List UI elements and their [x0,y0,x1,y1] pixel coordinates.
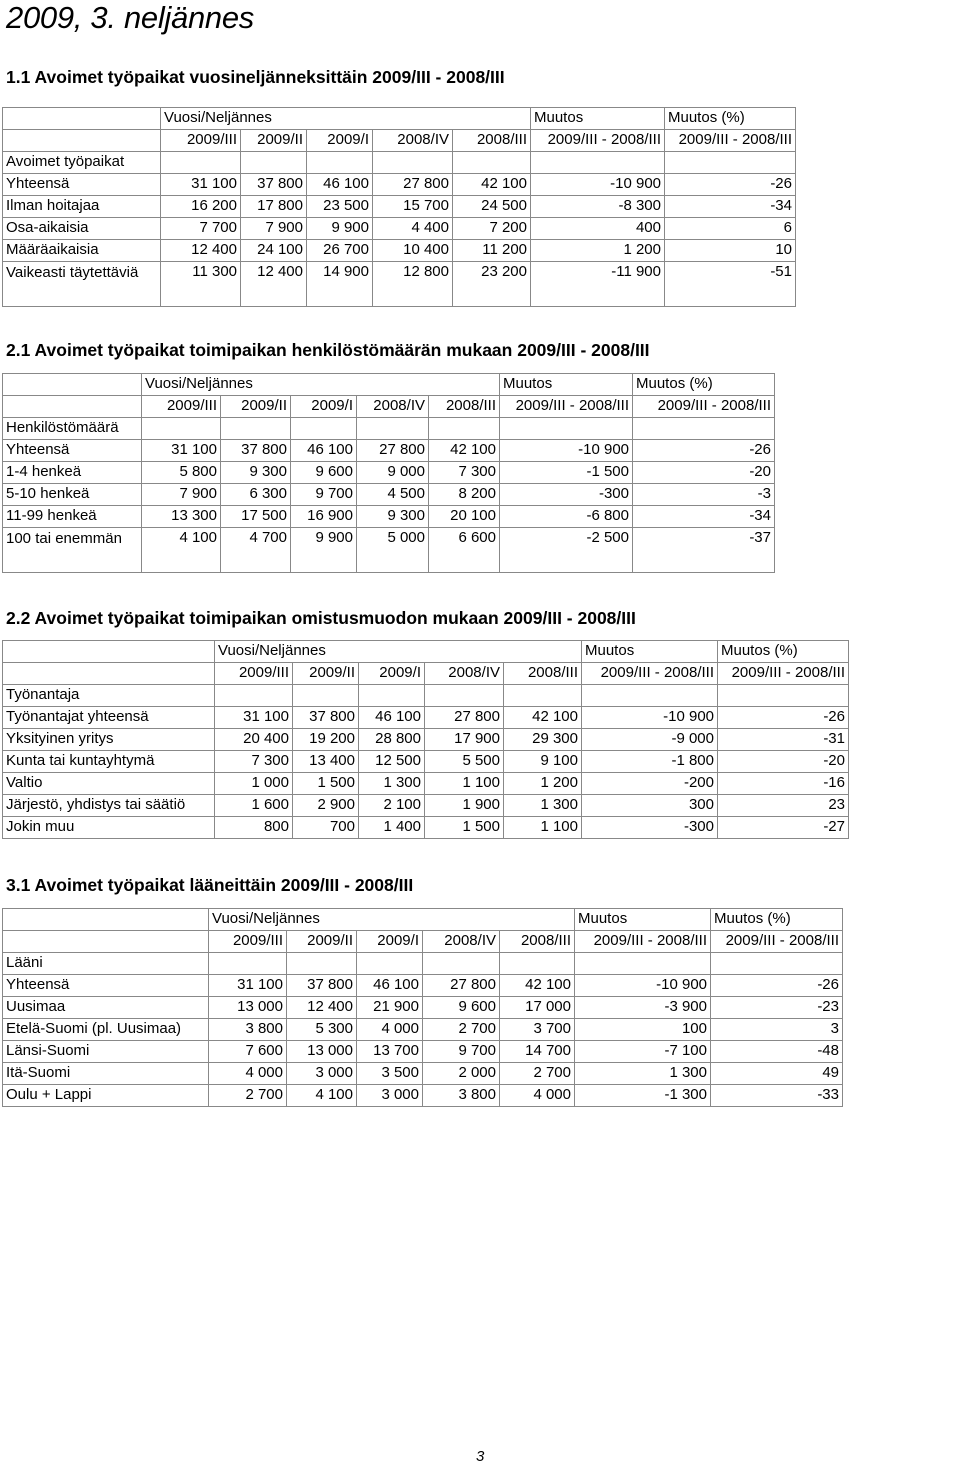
period-header: 2008/III [504,663,582,685]
cell: 37 800 [241,174,307,196]
period-header: 2009/III - 2008/III [575,931,711,953]
row-label: 11-99 henkeä [3,506,142,528]
row-label: Yksityinen yritys [3,729,215,751]
cell: 7 900 [241,218,307,240]
cell: -6 800 [500,506,633,528]
period-header: 2009/III - 2008/III [711,931,843,953]
cell: 27 800 [425,707,504,729]
cell: 4 000 [209,1063,287,1085]
data-table [2,107,796,307]
cell: 42 100 [500,975,575,997]
cell: 10 [665,240,796,262]
cell: 12 400 [161,240,241,262]
cell: 3 500 [357,1063,423,1085]
cell: -23 [711,997,843,1019]
table-row [3,218,796,240]
cell: -51 [665,262,796,307]
cell: 46 100 [359,707,425,729]
period-header: 2008/IV [373,130,453,152]
row-label: 100 tai enemmän [3,528,142,573]
header-row-1 [3,108,796,130]
cell: 14 900 [307,262,373,307]
data-table [2,908,843,1107]
category-row [3,418,775,440]
table-row [3,975,843,997]
cell: 24 500 [453,196,531,218]
header-row-2 [3,396,775,418]
table-title: 1.1 Avoimet työpaikat vuosineljänneksittäin 2009/III - 2008/III [6,67,505,87]
cell: 42 100 [453,174,531,196]
period-header: 2008/IV [423,931,500,953]
quarter-header: Vuosi/Neljännes [161,108,531,130]
cell: -16 [718,773,849,795]
cell: 13 000 [209,997,287,1019]
cell: 9 700 [423,1041,500,1063]
cell: 5 500 [425,751,504,773]
cell: -10 900 [582,707,718,729]
cell: 4 000 [357,1019,423,1041]
row-label: Määräaikaisia [3,240,161,262]
cell: -1 800 [582,751,718,773]
header-row-2 [3,130,796,152]
cell: 17 900 [425,729,504,751]
cell: 4 700 [221,528,291,573]
cell: 9 700 [291,484,357,506]
cell: 49 [711,1063,843,1085]
cell: -200 [582,773,718,795]
cell: 13 300 [142,506,221,528]
cell: 16 900 [291,506,357,528]
change-pct-header: Muutos (%) [718,641,849,663]
cell: 13 400 [293,751,359,773]
table-row [3,174,796,196]
cell: 20 100 [429,506,500,528]
cell: 9 100 [504,751,582,773]
cell: 1 100 [425,773,504,795]
row-label: Järjestö, yhdistys tai säätiö [3,795,215,817]
period-header: 2009/I [307,130,373,152]
category-row [3,953,843,975]
table-row [3,1041,843,1063]
period-header: 2009/III - 2008/III [633,396,775,418]
cell: 19 200 [293,729,359,751]
header-row-1 [3,909,843,931]
cell: 12 400 [241,262,307,307]
period-header: 2009/II [287,931,357,953]
period-header: 2009/II [241,130,307,152]
cell: -26 [718,707,849,729]
table-row [3,440,775,462]
table-row [3,196,796,218]
cell: 42 100 [429,440,500,462]
cell: 23 [718,795,849,817]
cell: -3 [633,484,775,506]
change-pct-header: Muutos (%) [665,108,796,130]
cell: -1 300 [575,1085,711,1107]
cell: 46 100 [307,174,373,196]
cell: -10 900 [531,174,665,196]
cell: 7 900 [142,484,221,506]
cell: -9 000 [582,729,718,751]
cell: 11 200 [453,240,531,262]
category-row [3,152,796,174]
cell: -3 900 [575,997,711,1019]
cell: 5 800 [142,462,221,484]
cell: 16 200 [161,196,241,218]
cell: 9 900 [291,528,357,573]
cell: 2 000 [423,1063,500,1085]
table-title: 3.1 Avoimet työpaikat lääneittäin 2009/III - 2008/III [6,875,414,895]
table-row [3,773,849,795]
cell: 7 300 [429,462,500,484]
row-label: 1-4 henkeä [3,462,142,484]
table-row [3,751,849,773]
cell: 4 100 [287,1085,357,1107]
cell: 9 300 [357,506,429,528]
cell: 21 900 [357,997,423,1019]
period-header: 2009/III - 2008/III [500,396,633,418]
cell: -300 [582,817,718,839]
cell: 3 000 [287,1063,357,1085]
cell: 11 300 [161,262,241,307]
period-header: 2008/IV [357,396,429,418]
cell: 42 100 [504,707,582,729]
period-header: 2009/III - 2008/III [718,663,849,685]
table-row [3,1019,843,1041]
cell: 37 800 [221,440,291,462]
cell: -7 100 [575,1041,711,1063]
row-label: Ilman hoitajaa [3,196,161,218]
period-header: 2009/III - 2008/III [665,130,796,152]
cell: 24 100 [241,240,307,262]
cell: 15 700 [373,196,453,218]
cell: 2 900 [293,795,359,817]
change-header: Muutos [500,374,633,396]
cell: 46 100 [357,975,423,997]
cell: 1 300 [504,795,582,817]
table-row [3,795,849,817]
cell: 17 500 [221,506,291,528]
cell: 1 500 [293,773,359,795]
cell: 1 900 [425,795,504,817]
table-row [3,1063,843,1085]
period-header: 2009/I [357,931,423,953]
cell: -26 [711,975,843,997]
change-header: Muutos [582,641,718,663]
row-label: Itä-Suomi [3,1063,209,1085]
cell: 7 200 [453,218,531,240]
cell: -37 [633,528,775,573]
table-row [3,484,775,506]
cell: 14 700 [500,1041,575,1063]
cell: 28 800 [359,729,425,751]
cell: 7 300 [215,751,293,773]
row-label: Oulu + Lappi [3,1085,209,1107]
cell: 4 500 [357,484,429,506]
cell: 8 200 [429,484,500,506]
category-label: Työnantaja [3,685,215,707]
cell: 1 000 [215,773,293,795]
cell: 27 800 [423,975,500,997]
cell: -300 [500,484,633,506]
cell: -34 [665,196,796,218]
cell: 3 800 [209,1019,287,1041]
cell: 6 600 [429,528,500,573]
period-header: 2008/IV [425,663,504,685]
cell: -31 [718,729,849,751]
cell: 31 100 [215,707,293,729]
cell: 4 000 [500,1085,575,1107]
row-label: Yhteensä [3,440,142,462]
cell: 300 [582,795,718,817]
table-row [3,506,775,528]
table-row [3,817,849,839]
period-header: 2008/III [500,931,575,953]
cell: 27 800 [357,440,429,462]
cell: 3 [711,1019,843,1041]
cell: 5 000 [357,528,429,573]
category-label: Avoimet työpaikat [3,152,161,174]
cell: 400 [531,218,665,240]
period-header: 2008/III [429,396,500,418]
period-header: 2009/III [142,396,221,418]
row-label: Kunta tai kuntayhtymä [3,751,215,773]
cell: -11 900 [531,262,665,307]
cell: 2 700 [209,1085,287,1107]
period-header: 2009/I [291,396,357,418]
cell: 6 [665,218,796,240]
cell: 2 700 [423,1019,500,1041]
row-label: Jokin muu [3,817,215,839]
change-pct-header: Muutos (%) [633,374,775,396]
table-row [3,262,796,307]
cell: 9 000 [357,462,429,484]
row-label: Etelä-Suomi (pl. Uusimaa) [3,1019,209,1041]
cell: 12 500 [359,751,425,773]
period-header: 2009/I [359,663,425,685]
cell: 800 [215,817,293,839]
page-title: 2009, 3. neljännes [6,0,254,35]
period-header: 2009/III [209,931,287,953]
table-row [3,997,843,1019]
cell: 1 200 [531,240,665,262]
cell: 9 900 [307,218,373,240]
table-row [3,462,775,484]
cell: 17 800 [241,196,307,218]
cell: -27 [718,817,849,839]
cell: 31 100 [161,174,241,196]
cell: 6 300 [221,484,291,506]
cell: 9 300 [221,462,291,484]
cell: 9 600 [423,997,500,1019]
category-row [3,685,849,707]
cell: 9 600 [291,462,357,484]
table-row [3,707,849,729]
cell: 20 400 [215,729,293,751]
table-title: 2.1 Avoimet työpaikat toimipaikan henkilöstömäärän mukaan 2009/III - 2008/III [6,340,650,360]
cell: -10 900 [500,440,633,462]
cell: 1 500 [425,817,504,839]
change-pct-header: Muutos (%) [711,909,843,931]
table-row [3,240,796,262]
row-label: 5-10 henkeä [3,484,142,506]
cell: 37 800 [293,707,359,729]
cell: 7 700 [161,218,241,240]
cell: 1 300 [575,1063,711,1085]
cell: 2 700 [500,1063,575,1085]
data-table [2,373,775,573]
period-header: 2009/III - 2008/III [531,130,665,152]
cell: 3 800 [423,1085,500,1107]
row-label: Osa-aikaisia [3,218,161,240]
row-label: Yhteensä [3,174,161,196]
cell: 4 100 [142,528,221,573]
header-row-1 [3,374,775,396]
category-label: Henkilöstömäärä [3,418,142,440]
header-row-1 [3,641,849,663]
row-label: Länsi-Suomi [3,1041,209,1063]
period-header: 2009/III - 2008/III [582,663,718,685]
table-title: 2.2 Avoimet työpaikat toimipaikan omistusmuodon mukaan 2009/III - 2008/III [6,608,636,628]
cell: 12 800 [373,262,453,307]
cell: 13 000 [287,1041,357,1063]
cell: 5 300 [287,1019,357,1041]
cell: 31 100 [209,975,287,997]
cell: 13 700 [357,1041,423,1063]
cell: -2 500 [500,528,633,573]
cell: 700 [293,817,359,839]
cell: 4 400 [373,218,453,240]
row-label: Työnantajat yhteensä [3,707,215,729]
cell: -33 [711,1085,843,1107]
quarter-header: Vuosi/Neljännes [142,374,500,396]
cell: 3 700 [500,1019,575,1041]
cell: 26 700 [307,240,373,262]
row-label: Valtio [3,773,215,795]
cell: 46 100 [291,440,357,462]
row-label: Uusimaa [3,997,209,1019]
cell: 100 [575,1019,711,1041]
cell: -26 [633,440,775,462]
table-row [3,729,849,751]
period-header: 2009/II [293,663,359,685]
cell: 7 600 [209,1041,287,1063]
cell: 1 300 [359,773,425,795]
change-header: Muutos [575,909,711,931]
quarter-header: Vuosi/Neljännes [215,641,582,663]
cell: 23 500 [307,196,373,218]
cell: 1 400 [359,817,425,839]
period-header: 2009/II [221,396,291,418]
cell: -10 900 [575,975,711,997]
header-row-2 [3,663,849,685]
cell: -34 [633,506,775,528]
cell: 3 000 [357,1085,423,1107]
cell: -8 300 [531,196,665,218]
cell: 1 200 [504,773,582,795]
quarter-header: Vuosi/Neljännes [209,909,575,931]
row-label: Yhteensä [3,975,209,997]
cell: 27 800 [373,174,453,196]
row-label: Vaikeasti täytettäviä [3,262,161,307]
cell: 12 400 [287,997,357,1019]
cell: 2 100 [359,795,425,817]
data-table [2,640,849,839]
cell: 1 100 [504,817,582,839]
period-header: 2009/III [161,130,241,152]
cell: -48 [711,1041,843,1063]
cell: 23 200 [453,262,531,307]
cell: 10 400 [373,240,453,262]
cell: -1 500 [500,462,633,484]
table-row [3,528,775,573]
cell: 29 300 [504,729,582,751]
change-header: Muutos [531,108,665,130]
period-header: 2008/III [453,130,531,152]
cell: -26 [665,174,796,196]
cell: 1 600 [215,795,293,817]
cell: -20 [718,751,849,773]
cell: 31 100 [142,440,221,462]
cell: 37 800 [287,975,357,997]
cell: 17 000 [500,997,575,1019]
cell: -20 [633,462,775,484]
period-header: 2009/III [215,663,293,685]
page-number: 3 [476,1448,485,1465]
category-label: Lääni [3,953,209,975]
header-row-2 [3,931,843,953]
table-row [3,1085,843,1107]
